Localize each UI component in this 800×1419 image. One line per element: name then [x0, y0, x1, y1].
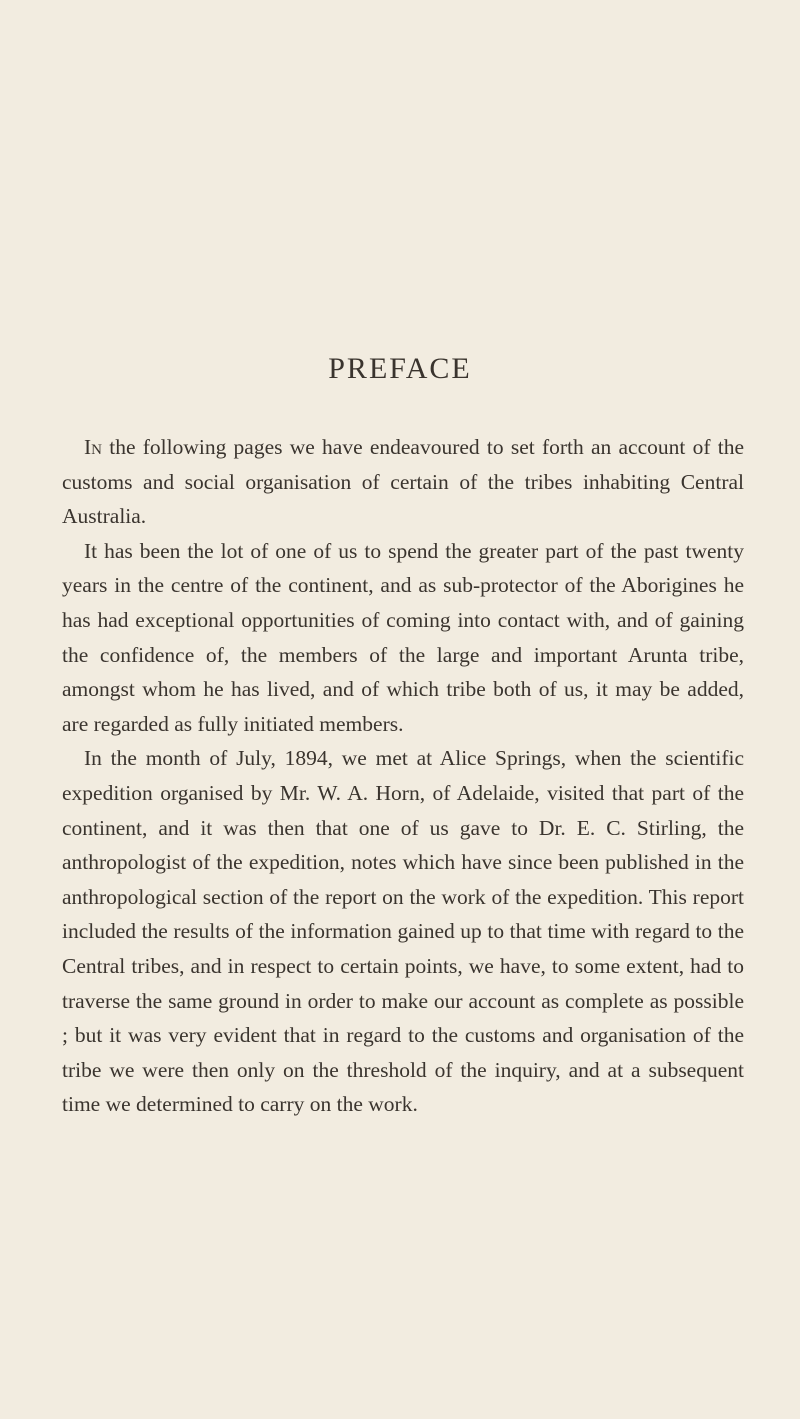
paragraph-1: [62, 430, 744, 534]
paragraph-3: In the month of July, 1894, we met at Alice Springs, when the scientific expedition organised by Mr. W. A. Horn, of Adelaide, visited that part of the continent, and it was then that one of us gave to Dr. E. C. Stirling, the anthropologist of the expedition, notes which have since been published in the anthropological section of the report on the work of the expedition. This report included the results of the information gained up to that time with regard to the Central tribes, and in respect to certain points, we have, to some extent, had to traverse the same ground in order to make our account as complete as possible ; but it was very evident that in regard to the customs and organisation of the tribe we were then only on the threshold of the inquiry, and at a subsequent time we determined to carry on the work.: [62, 746, 744, 1117]
page-title: PREFACE: [328, 352, 472, 385]
paragraph-2: It has been the lot of one of us to spend the greater part of the past twenty years in the centre of the continent, and as sub-protector of the Aborigines he has had exceptional opportunities of coming into contact with, and of gaining the confidence of, the members of the large and important Arunta tribe, amongst whom he has lived, and of which tribe both of us, it may be added, are regarded as fully initiated members.: [62, 538, 744, 736]
paragraph-1-text: the following pages we have endeavoured to set forth an account of the customs and social organisation of certain of the tribes inhabiting Central Australia.: [62, 435, 744, 529]
preface-body: [62, 430, 744, 1122]
paragraph-1-lead: In: [84, 435, 102, 459]
